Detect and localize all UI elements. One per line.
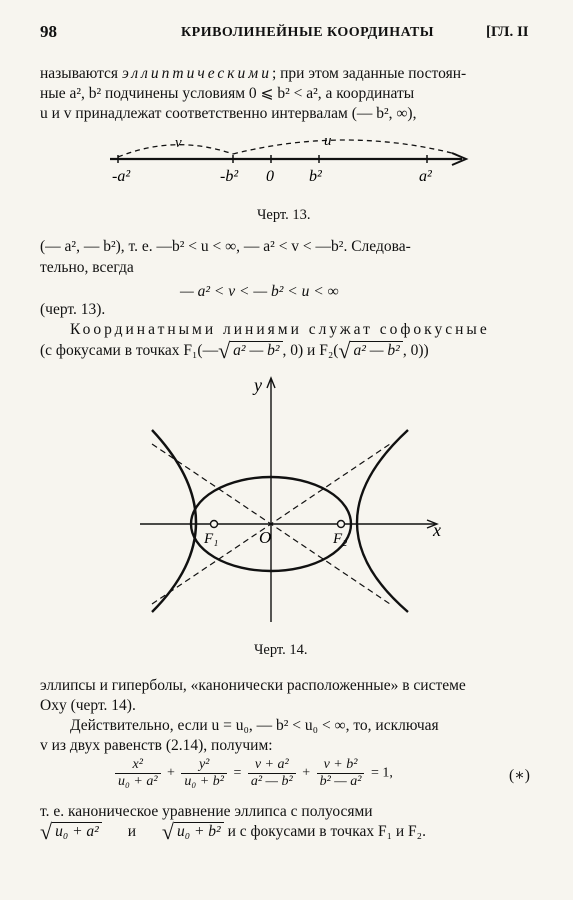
figure-14-caption: Черт. 14. [254,642,308,658]
figure-13-number-line [100,132,480,192]
tick-label: b² [309,168,322,185]
focus-point [211,521,218,528]
text-line [40,338,429,363]
text-span: и с фокусами в точках F₁ и F₂. [227,823,426,840]
tick-label: a² [419,168,432,185]
focus-label-f1: F₁ [204,531,219,547]
emphasis-text: эллиптическими [121,65,272,82]
inequality-formula: — a² < v < — b² < u < ∞ [180,283,339,300]
figure-13-caption: Черт. 13. [257,207,311,223]
text-span: и [127,823,136,840]
sqrt-expression: √ a² — b² [218,341,282,361]
text-line: эллипсы и гиперболы, «канонически расположенные» в системе [40,677,466,694]
text-span: называются [40,65,119,82]
text-span: (с фокусами в точках F₁(— [40,342,219,359]
running-title: КРИВОЛИНЕЙНЫЕ КООРДИНАТЫ [181,25,435,40]
text-line: (черт. 13). [40,301,106,318]
tick-label: -a² [112,168,131,185]
hyperbola-right-branch [357,430,408,612]
axis-label-x: x [433,520,441,540]
text-span: , 0)) [402,342,429,359]
interval-u-arc [233,140,456,154]
text-line: (— a², — b²), т. е. —b² < u < ∞, — a² < v < —b². Следова- [40,238,411,255]
fraction: $\frac{\text{v + b²}}{\text{b² — a²}}$ [317,757,365,790]
label-v: v [175,135,182,151]
text-line: u и v принадлежат соответственно интервалам (— b², ∞), [40,105,417,122]
text-line: тельно, всегда [40,259,134,276]
focus-point [338,521,345,528]
focus-label-f2: F₂ [333,531,348,547]
text-line: v из двух равенств (2.14), получим: [40,737,273,754]
chapter-marker: [ГЛ. II [486,24,529,40]
origin-label: O [259,528,272,547]
text-line: т. е. каноническое уравнение эллипса с полуосями [40,803,373,820]
label-u: u [324,133,332,149]
equation-tag: (∗) [509,767,530,784]
text-line [40,819,426,844]
fraction: $\frac{\text{y²}}{\text{u₀ + b²}}$ [181,757,227,790]
sqrt-expression: √ a² — b² [338,341,402,361]
tick-label: 0 [266,168,274,185]
text-line: Действительно, если u = u₀, — b² < u₀ < ∞, то, исключая [70,717,439,734]
text-line [40,64,466,84]
fraction: $\frac{\text{v + a²}}{\text{a² — b²}}$ [248,757,296,790]
text-span: ; при этом заданные постоян- [271,65,467,82]
figure-14-diagram [130,372,460,632]
text-line: ные a², b² подчинены условиям 0 ⩽ b² < a², а координаты [40,85,415,102]
tick-label: -b² [220,168,239,185]
equation-star: $\frac{\text{x²}}{\text{u₀ + a²}}$ + $\frac{\text{y²}}{\text{u₀ + b²}}$ = $\frac{\text{v + a²}}{\text{a² — b²}}$ + $\frac{\text{v + b²}}{\text{b² — a²}}$ = 1, [112,757,393,790]
text-line: Oxy (черт. 14). [40,697,136,714]
page-number: 98 [40,22,57,41]
hyperbola-left-branch [152,430,196,612]
sqrt-expression: √ u₀ + b² [162,822,224,842]
equation-rhs: = 1, [370,765,393,781]
fraction: $\frac{\text{x²}}{\text{u₀ + a²}}$ [115,757,161,790]
text-span: , 0) и F₂( [282,342,339,359]
text-line: Координатными линиями служат софокусные [70,321,490,338]
axis-label-y: y [254,375,262,395]
sqrt-expression: √ u₀ + a² [40,822,102,842]
